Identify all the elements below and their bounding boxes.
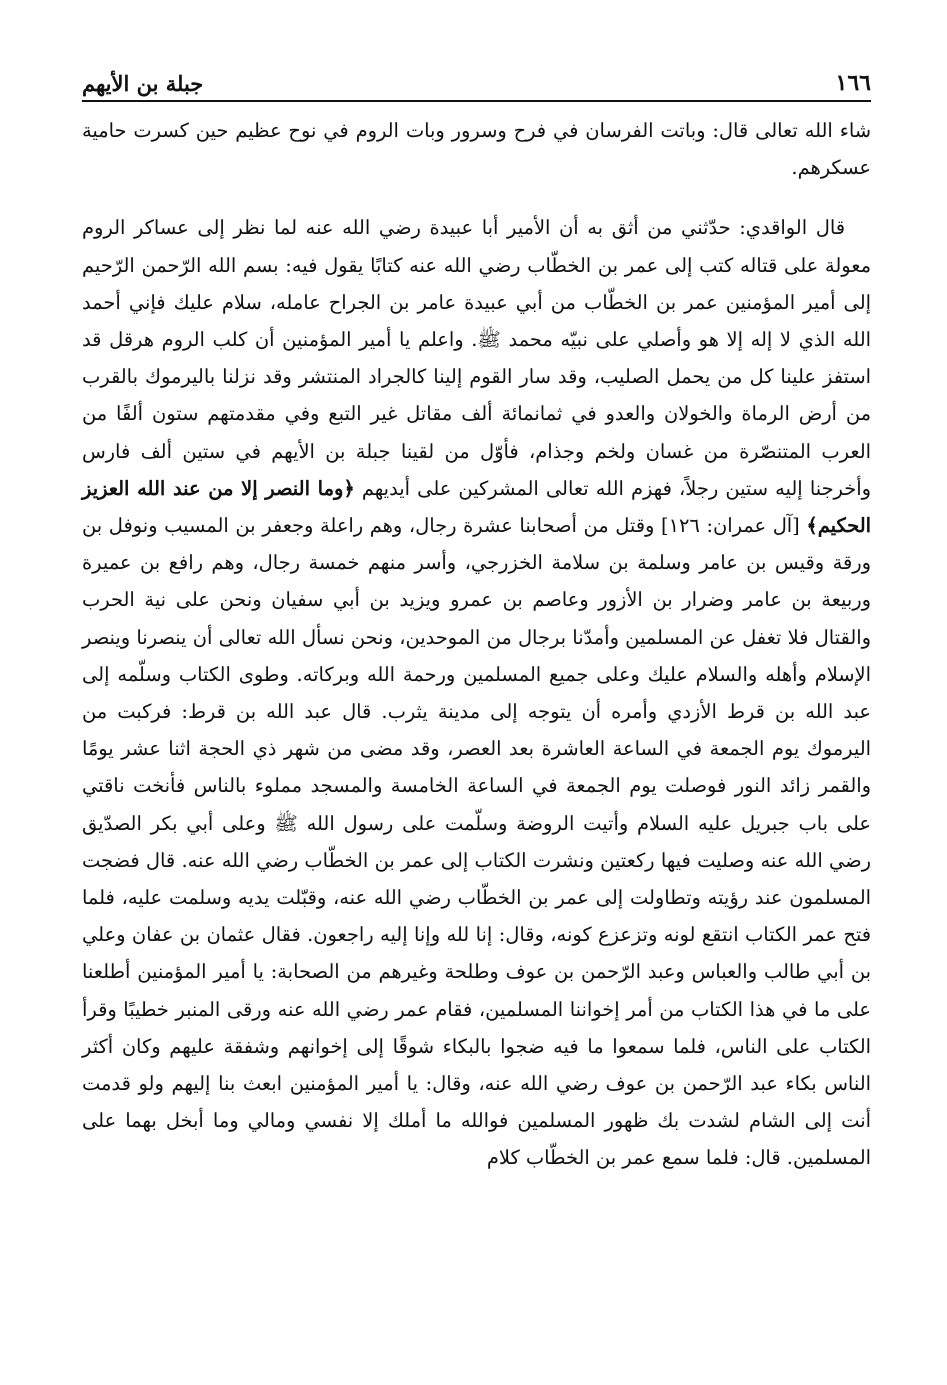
- paragraph-text: قال الواقدي: حدّثني من أثق به أن الأمير أبا عبيدة رضي الله عنه لما نظر إلى عساكر الروم معولة على قتاله كتب إلى عمر بن الخطّاب رضي الله عنه كتابًا يقول فيه: بسم الله الرّحمن الرّحيم إلى أمير المؤمنين عمر بن الخطّاب من أبي عبيدة عامر بن الجراح عامله، سلام عليك فإني أحمد الله الذي لا إله إلا هو وأصلي على نبيّه محمد ﷺ. واعلم يا أمير المؤمنين أن كلب الروم هرقل قد استفز علينا كل من يحمل الصليب، وقد سار القوم إلينا كالجراد المنتشر وقد نزلنا باليرموك بالقرب من أرض الرماة والخولان والعدو في ثمانمائة ألف مقاتل غير التبع وفي مقدمتهم ستون ألفًا من العرب المتنصّرة من غسان ولخم وجذام، فأوّل من لقينا جبلة بن الأيهم في ستين ألف فارس وأخرجنا إليه ستين رجلاً، فهزم الله تعالى المشركين على أيديهم: [82, 216, 871, 500]
- running-title: جبلة بن الأيهم: [82, 71, 204, 96]
- page-number: ١٦٦: [835, 70, 871, 96]
- book-page: [82, 56, 871, 1356]
- paragraph: [82, 209, 871, 1176]
- paragraph: شاء الله تعالى قال: وباتت الفرسان في فرح وسرور وبات الروم في نوح عظيم حين كسرت حامية عسكرهم.: [82, 119, 871, 180]
- quran-verse: ﴿وما النصر إلا من عند الله العزيز الحكيم﴾: [82, 476, 871, 538]
- running-header: [82, 56, 871, 94]
- body-text: [82, 112, 871, 1177]
- header-rule: [82, 100, 871, 102]
- paragraph-text: [آل عمران: ١٢٦] وقتل من أصحابنا عشرة رجال، وهم راعلة وجعفر بن المسيب ونوفل بن ورقة وقيس بن عامر وسلمة بن سلامة الخزرجي، وأسر منهم خمسة رجال، وهم رافع بن عميرة وربيعة بن عامر وضرار بن الأزور وعاصم بن عمرو ويزيد بن أبي سفيان ونحن على نية الحرب والقتال فلا تغفل عن المسلمين وأمدّنا برجال من الموحدين، ونحن نسأل الله تعالى أن ينصرنا وينصر الإسلام وأهله والسلام عليك وعلى جميع المسلمين ورحمة الله وبركاته. وطوى الكتاب وسلّمه إلى عبد الله بن قرط الأزدي وأمره أن يتوجه إلى مدينة يثرب. قال عبد الله بن قرط: فركبت من اليرموك يوم الجمعة في الساعة العاشرة بعد العصر، وقد مضى من شهر ذي الحجة اثنا عشر يومًا والقمر زائد النور فوصلت يوم الجمعة في الساعة الخامسة والمسجد مملوء بالناس فأنخت ناقتي على باب جبريل عليه السلام وأتيت الروضة وسلّمت على رسول الله ﷺ وعلى أبي بكر الصدّيق رضي الله عنه وصليت فيها ركعتين ونشرت الكتاب إلى عمر بن الخطّاب رضي الله عنه. قال فضجت المسلمون عند رؤيته وتطاولت إلى عمر بن الخطّاب رضي الله عنه، وقبّلت يديه وسلمت عليه، فلما فتح عمر الكتاب انتقع لونه وتزعزع كونه، وقال: إنا لله وإنا إليه راجعون. فقال عثمان بن عفان وعلي بن أبي طالب والعباس وعبد الرّحمن بن عوف وطلحة وغيرهم من الصحابة: يا أمير المؤمنين أطلعنا على ما في هذا الكتاب من أمر إخواننا المسلمين، فقام عمر رضي الله عنه ورقى المنبر خطيبًا وقرأ الكتاب على الناس، فلما سمعوا ما فيه ضجوا بالبكاء شوقًا إلى إخوانهم وشفقة عليهم وكان أكثر الناس بكاء عبد الرّحمن بن عوف رضي الله عنه، وقال: يا أمير المؤمنين ابعث بنا إليهم ولو قدمت أنت إلى الشام لشدت بك ظهور المسلمين فوالله ما أملك إلا نفسي ومالي وما أبخل بهما على المسلمين. قال: فلما سمع عمر بن الخطّاب كلام: [82, 514, 871, 1170]
